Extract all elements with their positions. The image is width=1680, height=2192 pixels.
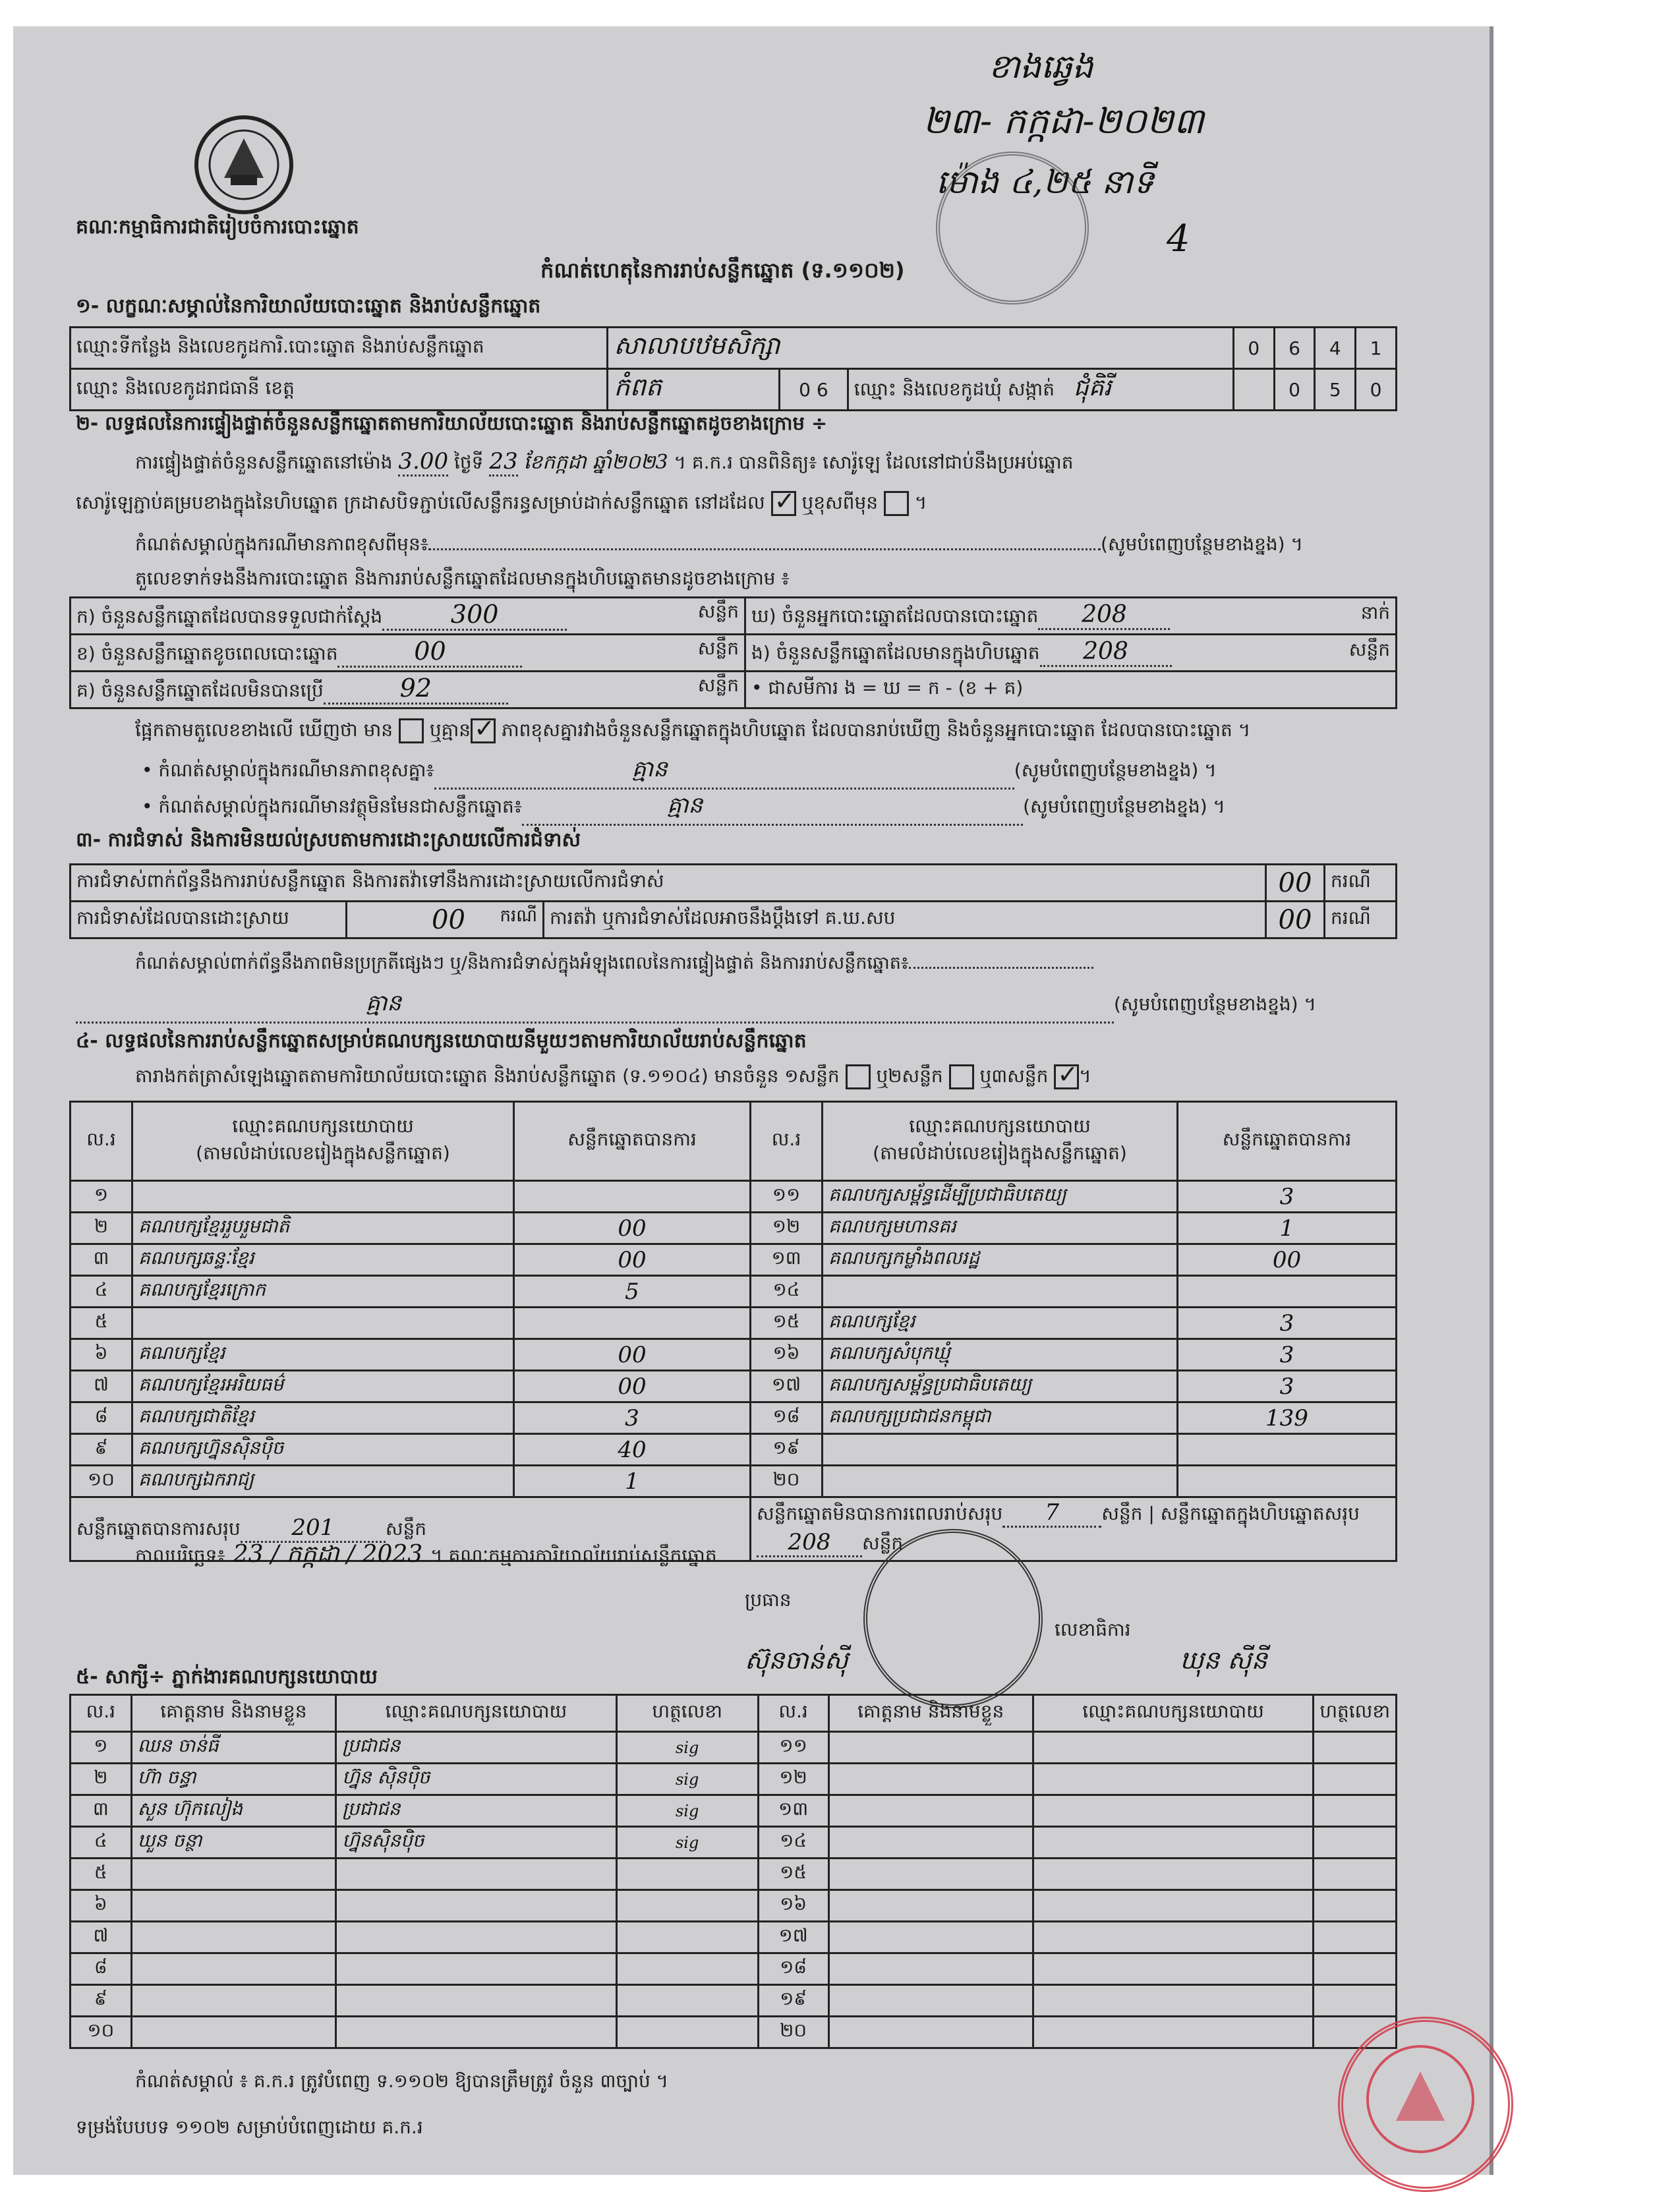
- witness-signature: [616, 2017, 758, 2048]
- witness-name: ហ៊ា ចន្ធា: [131, 1764, 335, 1795]
- party-votes: [1178, 1434, 1397, 1466]
- witness-party: [336, 1859, 617, 1890]
- one-sheet-checkbox[interactable]: [846, 1064, 871, 1089]
- party-votes: 5: [514, 1276, 751, 1308]
- row-no: ១៨: [751, 1402, 823, 1434]
- row-no: ៤: [71, 1827, 132, 1859]
- case-unit: ករណី: [1325, 902, 1397, 938]
- row-no: ១១: [751, 1181, 823, 1213]
- party-name: គណបក្សកម្លាំងពលរដ្ឋ: [823, 1244, 1178, 1276]
- three-sheets-checkbox[interactable]: [1054, 1064, 1079, 1089]
- party-name: គណបក្សសម្ព័ន្ធដើម្បីប្រជាធិបតេយ្យ: [823, 1181, 1178, 1213]
- appeal-label: ការតវ៉ា ឬការជំទាស់ដែលអាចនឹងប្តឹងទៅ គ.ឃ.សប: [544, 902, 1266, 938]
- row-no: ៩: [71, 1434, 132, 1466]
- s2-para-2: សោរ៉ូឡេភ្ជាប់គម្របខាងក្នុងនៃហិបឆ្នោត ក្រដាសបិទភ្ជាប់លើសន្លឹករន្ធសម្រាប់ដាក់សន្លឹកឆ្នោត នៅដដែល ✓ ឬខុសពីមុន ។: [76, 491, 927, 518]
- witness-name: [131, 1953, 335, 1985]
- row-no: ៩: [71, 1985, 132, 2017]
- section-3-title: ៣- ការជំទាស់ និងការមិនយល់ស្របតាមការដោះស្រាយលើការជំទាស់: [76, 828, 581, 851]
- witness-party: [1033, 1859, 1314, 1890]
- party-votes: [514, 1181, 751, 1213]
- witness-signature: [616, 1985, 758, 2017]
- section-5-title: ៥- សាក្សី÷ ភ្នាក់ងារគណបក្សនយោបាយ: [76, 1665, 378, 1688]
- row-no: ៣: [71, 1795, 132, 1827]
- col-no: ល.រ: [71, 1695, 132, 1732]
- two-sheets-checkbox[interactable]: [949, 1064, 974, 1089]
- witness-signature: [1314, 1795, 1397, 1827]
- result-row: [71, 1244, 1397, 1276]
- party-name: គណបក្សខ្មែរ: [132, 1339, 514, 1371]
- row-no: ១០: [71, 2017, 132, 2048]
- witness-name: [828, 1953, 1033, 1985]
- result-row: [71, 1276, 1397, 1308]
- result-row: [71, 1466, 1397, 1497]
- witness-signature: sig: [616, 1795, 758, 1827]
- col-signature: ហត្ថលេខា: [1314, 1695, 1397, 1732]
- s2-para-4: តួលេខទាក់ទងនឹងការបោះឆ្នោត និងការរាប់សន្លឹកឆ្នោតដែលមានក្នុងហិបឆ្នោតមានដូចខាងក្រោម ៖: [135, 567, 790, 589]
- witness-row: [71, 1985, 1397, 2017]
- witness-party: [1033, 1922, 1314, 1953]
- row-no: ១៧: [758, 1922, 828, 1953]
- party-votes: 00: [514, 1244, 751, 1276]
- party-votes: 3: [1178, 1181, 1397, 1213]
- party-name: គណបក្សសម្ព័ន្ធប្រជាធិបតេយ្យ: [823, 1371, 1178, 1402]
- witness-name: [131, 1985, 335, 2017]
- witness-name: សួន ហ៊ុកលៀង: [131, 1795, 335, 1827]
- row-no: ១២: [758, 1764, 828, 1795]
- party-name: [132, 1308, 514, 1339]
- party-name: [132, 1181, 514, 1213]
- row-no: ១៣: [751, 1244, 823, 1276]
- resolved-label: ការជំទាស់ដែលបានដោះស្រាយ: [71, 902, 347, 938]
- red-seal: [1338, 2017, 1513, 2192]
- s2-para-1: ការផ្ទៀងផ្ទាត់ចំនួនសន្លឹកឆ្នោតនៅម៉ោង 3.00 ថ្ងៃទី 23 ខែកក្កដា ឆ្នាំ២០២3 ។ គ.ក.រ បានពិនិត្យ៖ សោរ៉ូឡេ ដែលនៅជាប់នឹងប្រអប់ឆ្នោត: [135, 448, 1074, 478]
- witness-name: [131, 1859, 335, 1890]
- row-no: ១០: [71, 1466, 132, 1497]
- witness-name: ឈន ចាន់ធី: [131, 1732, 335, 1764]
- witness-name: [828, 1985, 1033, 2017]
- s2-note-2: • កំណត់សម្គាល់ក្នុងករណីមានវត្ថុមិនមែនជាសន្លឹកឆ្នោត៖ គ្មាន (សូមបំពេញបន្ថែមខាងខ្នង) ។: [142, 791, 1225, 826]
- witness-signature: [1314, 1732, 1397, 1764]
- code-digit: 5: [1315, 369, 1356, 411]
- witness-name: [828, 1859, 1033, 1890]
- party-votes: 1: [1178, 1213, 1397, 1244]
- code-digit: 4: [1315, 328, 1356, 369]
- party-name: គណបក្សខ្មែរ: [823, 1308, 1178, 1339]
- total-valid: សន្លឹកឆ្នោតបានការសរុប 201 សន្លឹក: [71, 1497, 751, 1561]
- s2-note-1: • កំណត់សម្គាល់ក្នុងករណីមានភាពខុសគ្នា៖ គ្មាន (សូមបំពេញបន្ថែមខាងខ្នង) ។: [142, 755, 1217, 790]
- row-no: ៦: [71, 1339, 132, 1371]
- witness-row: [71, 1732, 1397, 1764]
- witness-row: [71, 1795, 1397, 1827]
- witness-signature: [616, 1859, 758, 1890]
- witness-signature: sig: [616, 1764, 758, 1795]
- row-no: ៧: [71, 1922, 132, 1953]
- col-party: ឈ្មោះគណបក្សនយោបាយ: [336, 1695, 617, 1732]
- row-no: ១៣: [758, 1795, 828, 1827]
- witness-signature: [1314, 1764, 1397, 1795]
- witness-party: [1033, 1953, 1314, 1985]
- secretary-name: ឃុន ស៊ីនី: [1180, 1646, 1267, 1675]
- party-name: [823, 1276, 1178, 1308]
- party-name: គណបក្សខ្មែរអរិយធម៌: [132, 1371, 514, 1402]
- witness-table: [69, 1694, 1397, 2049]
- party-votes: 139: [1178, 1402, 1397, 1434]
- voters-voted: ឃ) ចំនួនអ្នកបោះឆ្នោតដែលបានបោះឆ្នោត 208 នាក់: [745, 598, 1397, 635]
- row-no: ១៥: [758, 1859, 828, 1890]
- row-no: ១៦: [758, 1890, 828, 1922]
- witness-party: [1033, 1795, 1314, 1827]
- form-title: កំណត់ហេតុនៃការរាប់សន្លឹកឆ្នោត (ទ.១១០២): [540, 258, 905, 283]
- received-note-3: ម៉ោង ៤,២៥ នាទី: [936, 163, 1154, 201]
- party-name: គណបក្សខ្មែររួបរួមជាតិ: [132, 1213, 514, 1244]
- s3-note-line: គ្មាន (សូមបំពេញបន្ថែមខាងខ្នង) ។: [76, 989, 1316, 1024]
- party-votes: 3: [1178, 1339, 1397, 1371]
- row-no: ១៨: [758, 1953, 828, 1985]
- row-no: ៧: [71, 1371, 132, 1402]
- s4-subtitle: តារាងកត់ត្រាសំឡេងឆ្នោតតាមការិយាល័យបោះឆ្នោត និងរាប់សន្លឹកឆ្នោត (ទ.១១០៤) មានចំនួន ១សន្លឹក ឬ២សន្លឹក ឬ៣សន្លឹក ✓ ។: [135, 1064, 1091, 1091]
- row-no: ១៩: [758, 1985, 828, 2017]
- witness-party: [1033, 1985, 1314, 2017]
- witness-signature: [1314, 1953, 1397, 1985]
- result-row: [71, 1371, 1397, 1402]
- witness-party: [1033, 1890, 1314, 1922]
- received-signature: 4: [1167, 217, 1190, 260]
- row-no: ៥: [71, 1308, 132, 1339]
- party-votes: 3: [1178, 1308, 1397, 1339]
- party-votes: 00: [514, 1371, 751, 1402]
- witness-name: [828, 1922, 1033, 1953]
- section-4-title: ៤- លទ្ធផលនៃការរាប់សន្លឹកឆ្នោតសម្រាប់គណបក្សនយោបាយនីមួយៗតាមការិយាល័យរាប់សន្លឹកឆ្នោត: [76, 1029, 807, 1053]
- party-name: គណបក្សខ្មែរក្រោក: [132, 1276, 514, 1308]
- witness-row: [71, 1764, 1397, 1795]
- witness-signature: [616, 1953, 758, 1985]
- ballot-count-table: [69, 596, 1397, 709]
- result-row: [71, 1402, 1397, 1434]
- date-line: កាលបរិច្ឆេទ៖ 23 / កក្កដា / 2023 ។ គណៈកម្មការការិយាល័យរាប់សន្លឹកឆ្នោត: [135, 1541, 717, 1568]
- witness-signature: sig: [616, 1827, 758, 1859]
- witness-row: [71, 1859, 1397, 1890]
- chair-name: ស៊ុនចាន់ស៊ី: [745, 1646, 848, 1675]
- witness-party: [1033, 1732, 1314, 1764]
- col-party: ឈ្មោះគណបក្សនយោបាយ: [1033, 1695, 1314, 1732]
- witness-row: [71, 1827, 1397, 1859]
- case-unit: ករណី: [1325, 865, 1397, 902]
- witness-party: [336, 1985, 617, 2017]
- witness-party: ហ្វ៊ុនស៊ិនប៉ិច: [336, 1827, 617, 1859]
- party-name: គណបក្សជាតិខ្មែរ: [132, 1402, 514, 1434]
- row-no: ៦: [71, 1890, 132, 1922]
- witness-party: [1033, 1764, 1314, 1795]
- section-2-title: ២- លទ្ធផលនៃការផ្ទៀងផ្ទាត់ចំនួនសន្លឹកឆ្នោតតាមការិយាល័យបោះឆ្នោត និងរាប់សន្លឹកឆ្នោតដូចខាងក្រោម ÷: [76, 412, 828, 434]
- witness-name: [828, 1732, 1033, 1764]
- row-no: ២: [71, 1213, 132, 1244]
- committee-stamp: [863, 1529, 1043, 1708]
- witness-name: ឃួន ចន្ថា: [131, 1827, 335, 1859]
- witness-party: ប្រជាជន: [336, 1795, 617, 1827]
- col-votes: សន្លឹកឆ្នោតបានការ: [514, 1102, 751, 1181]
- appeal-value: 00: [1266, 902, 1325, 938]
- party-votes: 3: [1178, 1371, 1397, 1402]
- row-no: ២: [71, 1764, 132, 1795]
- col-signature: ហត្ថលេខា: [616, 1695, 758, 1732]
- witness-name: [828, 1764, 1033, 1795]
- witness-name: [828, 1827, 1033, 1859]
- result-row: [71, 1434, 1397, 1466]
- witness-signature: [1314, 1922, 1397, 1953]
- witness-signature: [1314, 1985, 1397, 2017]
- received-note-1: ខាងឆ្វេង: [989, 47, 1093, 86]
- witness-row: [71, 1953, 1397, 1985]
- province-code: 0 6: [780, 369, 848, 411]
- row-no: ២០: [751, 1466, 823, 1497]
- col-name: គោត្តនាម និងនាមខ្លួន: [131, 1695, 335, 1732]
- row-no: ៤: [71, 1276, 132, 1308]
- unused-ballots: គ) ចំនួនសន្លឹកឆ្នោតដែលមិនបានប្រើ 92 សន្លឹក: [71, 672, 745, 708]
- objection-total-value: 00: [1266, 865, 1325, 902]
- party-name: គណបក្សឯករាជ្យ: [132, 1466, 514, 1497]
- col-no: ល.រ: [751, 1102, 823, 1181]
- party-votes: 3: [514, 1402, 751, 1434]
- witness-party: [336, 1890, 617, 1922]
- code-digit: 1: [1356, 328, 1397, 369]
- row-no: ១៤: [751, 1276, 823, 1308]
- row-no: ៣: [71, 1244, 132, 1276]
- commune-label: ឈ្មោះ និងលេខកូដឃុំ សង្កាត់ ជុំគិរី: [848, 369, 1233, 411]
- party-name: គណបក្សឆន្ទៈខ្មែរ: [132, 1244, 514, 1276]
- col-no: ល.រ: [71, 1102, 132, 1181]
- unchanged-checkbox[interactable]: [771, 491, 796, 516]
- witness-row: [71, 1922, 1397, 1953]
- witness-row: [71, 2017, 1397, 2048]
- party-name: គណបក្សប្រជាជនកម្ពុជា: [823, 1402, 1178, 1434]
- witness-party: [1033, 2017, 1314, 2048]
- witness-signature: [1314, 1827, 1397, 1859]
- witness-signature: [1314, 1859, 1397, 1890]
- s2-para-3: កំណត់សម្គាល់ក្នុងករណីមានភាពខុសពីមុន៖ (សូមបំពេញបន្ថែមខាងខ្នង) ។: [135, 533, 1303, 555]
- party-name: [823, 1466, 1178, 1497]
- party-name: គណបក្សសំបុកឃ្មុំ: [823, 1339, 1178, 1371]
- province-name: កំពត: [608, 369, 780, 411]
- party-name: គណបក្សហ្វ៊ុនស៊ិនប៉ិច: [132, 1434, 514, 1466]
- row-no: ៥: [71, 1859, 132, 1890]
- section-1-title: ១- លក្ខណៈសម្គាល់នៃការិយាល័យបោះឆ្នោត និងរាប់សន្លឹកឆ្នោត: [76, 295, 541, 318]
- row-no: ៨: [71, 1953, 132, 1985]
- party-votes: 40: [514, 1434, 751, 1466]
- witness-name: [131, 1890, 335, 1922]
- party-name: គណបក្សមហានគរ: [823, 1213, 1178, 1244]
- footer-note: កំណត់សម្គាល់ ៖ គ.ក.រ ត្រូវបំពេញ ទ.១១០២ ឱ្យបានត្រឹមត្រូវ ចំនួន ៣ច្បាប់ ។: [135, 2070, 669, 2092]
- objection-total-label: ការជំទាស់ពាក់ព័ន្ធនឹងការរាប់សន្លឹកឆ្នោត និងការតវ៉ាទៅនឹងការដោះស្រាយលើការជំទាស់: [71, 865, 1266, 902]
- org-name: គណៈកម្មាធិការជាតិរៀបចំការបោះឆ្នោត: [76, 216, 359, 239]
- row-no: ១២: [751, 1213, 823, 1244]
- witness-signature: [616, 1922, 758, 1953]
- party-name: [823, 1434, 1178, 1466]
- province-label: ឈ្មោះ និងលេខកូដរាជធានី ខេត្ត: [71, 369, 608, 411]
- no-difference-checkbox[interactable]: [471, 718, 496, 743]
- party-votes: [1178, 1276, 1397, 1308]
- code-digit: 6: [1274, 328, 1315, 369]
- col-no: ល.រ: [758, 1695, 828, 1732]
- row-no: ១៧: [751, 1371, 823, 1402]
- resolved-value: 00 ករណី: [347, 902, 544, 938]
- witness-party: [336, 2017, 617, 2048]
- result-row: [71, 1339, 1397, 1371]
- totals-right: សន្លឹកឆ្នោតមិនបានការពេលរាប់សរុប 7 សន្លឹក | សន្លឹកឆ្នោតក្នុងហិបឆ្នោតសរុប208 សន្លឹក: [751, 1497, 1397, 1561]
- s3-note: កំណត់សម្គាល់ពាក់ព័ន្ធនឹងភាពមិនប្រក្រតីផ្សេងៗ ឬ/និងការជំទាស់ក្នុងអំឡុងពេលនៃការផ្ទៀងផ្ទាត់ និងការរាប់សន្លឹកឆ្នោត៖: [135, 952, 1093, 978]
- chair-label: ប្រធាន: [745, 1589, 792, 1611]
- polling-station-label: ឈ្មោះទីកន្លែង និងលេខកូដការិ.បោះឆ្នោត និងរាប់សន្លឹកឆ្នោត: [71, 328, 608, 369]
- result-row: [71, 1181, 1397, 1213]
- col-party: ឈ្មោះគណបក្សនយោបាយ (តាមលំដាប់លេខរៀងក្នុងសន្លឹកឆ្នោត): [823, 1102, 1178, 1181]
- code-digit: 0: [1356, 369, 1397, 411]
- objection-table: [69, 863, 1397, 939]
- row-no: ១៩: [751, 1434, 823, 1466]
- col-party: ឈ្មោះគណបក្សនយោបាយ (តាមលំដាប់លេខរៀងក្នុងសន្លឹកឆ្នោត): [132, 1102, 514, 1181]
- witness-party: [336, 1922, 617, 1953]
- nec-emblem: [191, 112, 297, 217]
- witness-row: [71, 1890, 1397, 1922]
- row-no: ១៤: [758, 1827, 828, 1859]
- code-digit: 0: [1233, 328, 1274, 369]
- party-votes: 1: [514, 1466, 751, 1497]
- row-no: ១៦: [751, 1339, 823, 1371]
- changed-checkbox[interactable]: [884, 491, 909, 516]
- received-ballots: ក) ចំនួនសន្លឹកឆ្នោតដែលបានទទួលជាក់ស្តែង 300 សន្លឹក: [71, 598, 745, 635]
- form-footer: ទម្រង់បែបបទ ១១០២ សម្រាប់បំពេញដោយ គ.ក.រ: [76, 2116, 423, 2138]
- row-no: ១១: [758, 1732, 828, 1764]
- polling-station-name: សាលាបឋមសិក្សា: [608, 328, 1233, 369]
- row-no: ១: [71, 1732, 132, 1764]
- party-votes: 00: [514, 1339, 751, 1371]
- result-row: [71, 1213, 1397, 1244]
- row-no: ១៥: [751, 1308, 823, 1339]
- row-no: ២០: [758, 2017, 828, 2048]
- witness-name: [131, 1922, 335, 1953]
- witness-name: [828, 1795, 1033, 1827]
- s2-para-5: ផ្អែកតាមតួលេខខាងលើ ឃើញថា មាន ឬគ្មាន✓ ភាពខុសគ្នារវាងចំនួនសន្លឹកឆ្នោតក្នុងហិបឆ្នោត ដែលបានរាប់ឃើញ និងចំនួនអ្នកបោះឆ្នោត ដែលបានបោះឆ្នោត ។: [135, 718, 1250, 745]
- witness-party: ប្រជាជន: [336, 1732, 617, 1764]
- witness-signature: [616, 1890, 758, 1922]
- witness-party: [1033, 1827, 1314, 1859]
- received-note-2: ២៣- កក្កដា-២០២៣: [923, 100, 1204, 142]
- formula: • ជាសមីការ ង = ឃ = ក - (ខ + គ): [745, 672, 1397, 708]
- party-votes: [1178, 1466, 1397, 1497]
- witness-party: ហ្វ៊ុន ស៊ិនប៉ិច: [336, 1764, 617, 1795]
- party-votes: [514, 1308, 751, 1339]
- col-votes: សន្លឹកឆ្នោតបានការ: [1178, 1102, 1397, 1181]
- code-digit: 0: [1274, 369, 1315, 411]
- row-no: ៨: [71, 1402, 132, 1434]
- has-difference-checkbox[interactable]: [399, 718, 424, 743]
- party-votes: 00: [1178, 1244, 1397, 1276]
- witness-name: [828, 2017, 1033, 2048]
- witness-party: [336, 1953, 617, 1985]
- witness-signature: sig: [616, 1732, 758, 1764]
- ballots-in-box: ង) ចំនួនសន្លឹកឆ្នោតដែលមានក្នុងហិបឆ្នោត 208 សន្លឹក: [745, 635, 1397, 672]
- spoiled-ballots: ខ) ចំនួនសន្លឹកឆ្នោតខូចពេលបោះឆ្នោត 00 សន្លឹក: [71, 635, 745, 672]
- results-table: [69, 1101, 1397, 1562]
- party-votes: 00: [514, 1213, 751, 1244]
- row-no: ១: [71, 1181, 132, 1213]
- witness-name: [828, 1890, 1033, 1922]
- received-stamp: [936, 152, 1089, 304]
- col-name: គោត្តនាម និងនាមខ្លួន: [828, 1695, 1033, 1732]
- secretary-label: លេខាធិការ: [1055, 1619, 1131, 1640]
- witness-signature: [1314, 1890, 1397, 1922]
- section-1-table: [69, 326, 1397, 411]
- witness-name: [131, 2017, 335, 2048]
- result-row: [71, 1308, 1397, 1339]
